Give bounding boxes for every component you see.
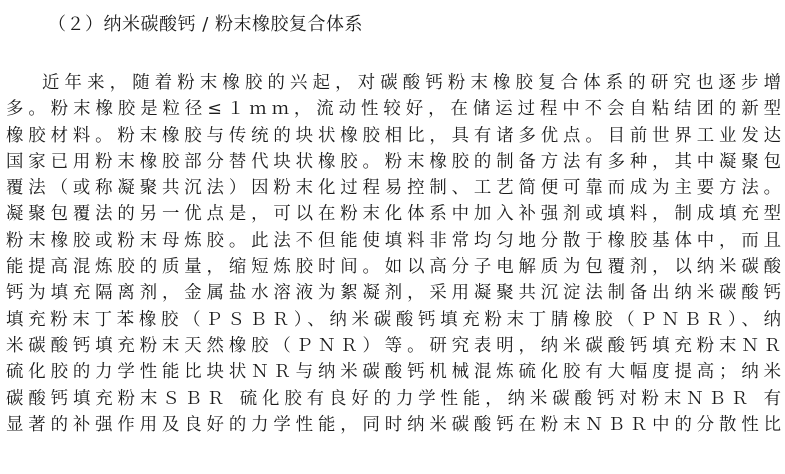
paragraph-line: 国家已用粉末橡胶部分替代块状橡胶。粉末橡胶的制备方法有多种，其中凝聚包 — [6, 151, 781, 172]
section-heading: （２）纳米碳酸钙 / 粉末橡胶复合体系 — [48, 14, 364, 35]
paragraph-line: 钙为填充隔离剂，金属盐水溶液为絮凝剂，采用凝聚共沉淀法制备出纳米碳酸钙 — [6, 283, 781, 304]
paragraph-line: 覆法（或称凝聚共沉法）因粉末化过程易控制、工艺简便可靠而成为主要方法。 — [6, 178, 781, 199]
paragraph-line: 粉末橡胶或粉末母炼胶。此法不但能使填料非常均匀地分散于橡胶基体中，而且 — [6, 230, 781, 251]
paragraph-line: 米碳酸钙填充粉末天然橡胶（ＰＮＲ）等。研究表明，纳米碳酸钙填充粉末ＮＲ — [6, 335, 781, 356]
paragraph-line: 碳酸钙填充粉末ＳＢＲ 硫化胶有良好的力学性能，纳米碳酸钙对粉末ＮＢＲ 有 — [6, 388, 781, 409]
paragraph-line: 显著的补强作用及良好的力学性能，同时纳米碳酸钙在粉末ＮＢＲ中的分散性比 — [6, 414, 781, 435]
paragraph-line: 硫化胶的力学性能比块状ＮＲ与纳米碳酸钙机械混炼硫化胶有大幅度提高；纳米 — [6, 362, 781, 383]
paragraph-line: 近年来，随着粉末橡胶的兴起，对碳酸钙粉末橡胶复合体系的研究也逐步增 — [42, 73, 781, 93]
body-paragraph — [6, 70, 781, 438]
paragraph-line: 凝聚包覆法的另一优点是，可以在粉末化体系中加入补强剂或填料，制成填充型 — [6, 204, 781, 225]
paragraph-line: 填充粉末丁苯橡胶（ＰＳＢＲ）、纳米碳酸钙填充粉末丁腈橡胶（ＰＮＢＲ）、纳 — [6, 309, 781, 330]
paragraph-line: 能提高混炼胶的质量，缩短炼胶时间。如以高分子电解质为包覆剂，以纳米碳酸 — [6, 257, 781, 278]
paragraph-line: 多。粉末橡胶是粒径≤１ｍｍ，流动性较好，在储运过程中不会自粘结团的新型 — [6, 99, 781, 120]
paragraph-line: 橡胶材料。粉末橡胶与传统的块状橡胶相比，具有诸多优点。目前世界工业发达 — [6, 125, 781, 146]
